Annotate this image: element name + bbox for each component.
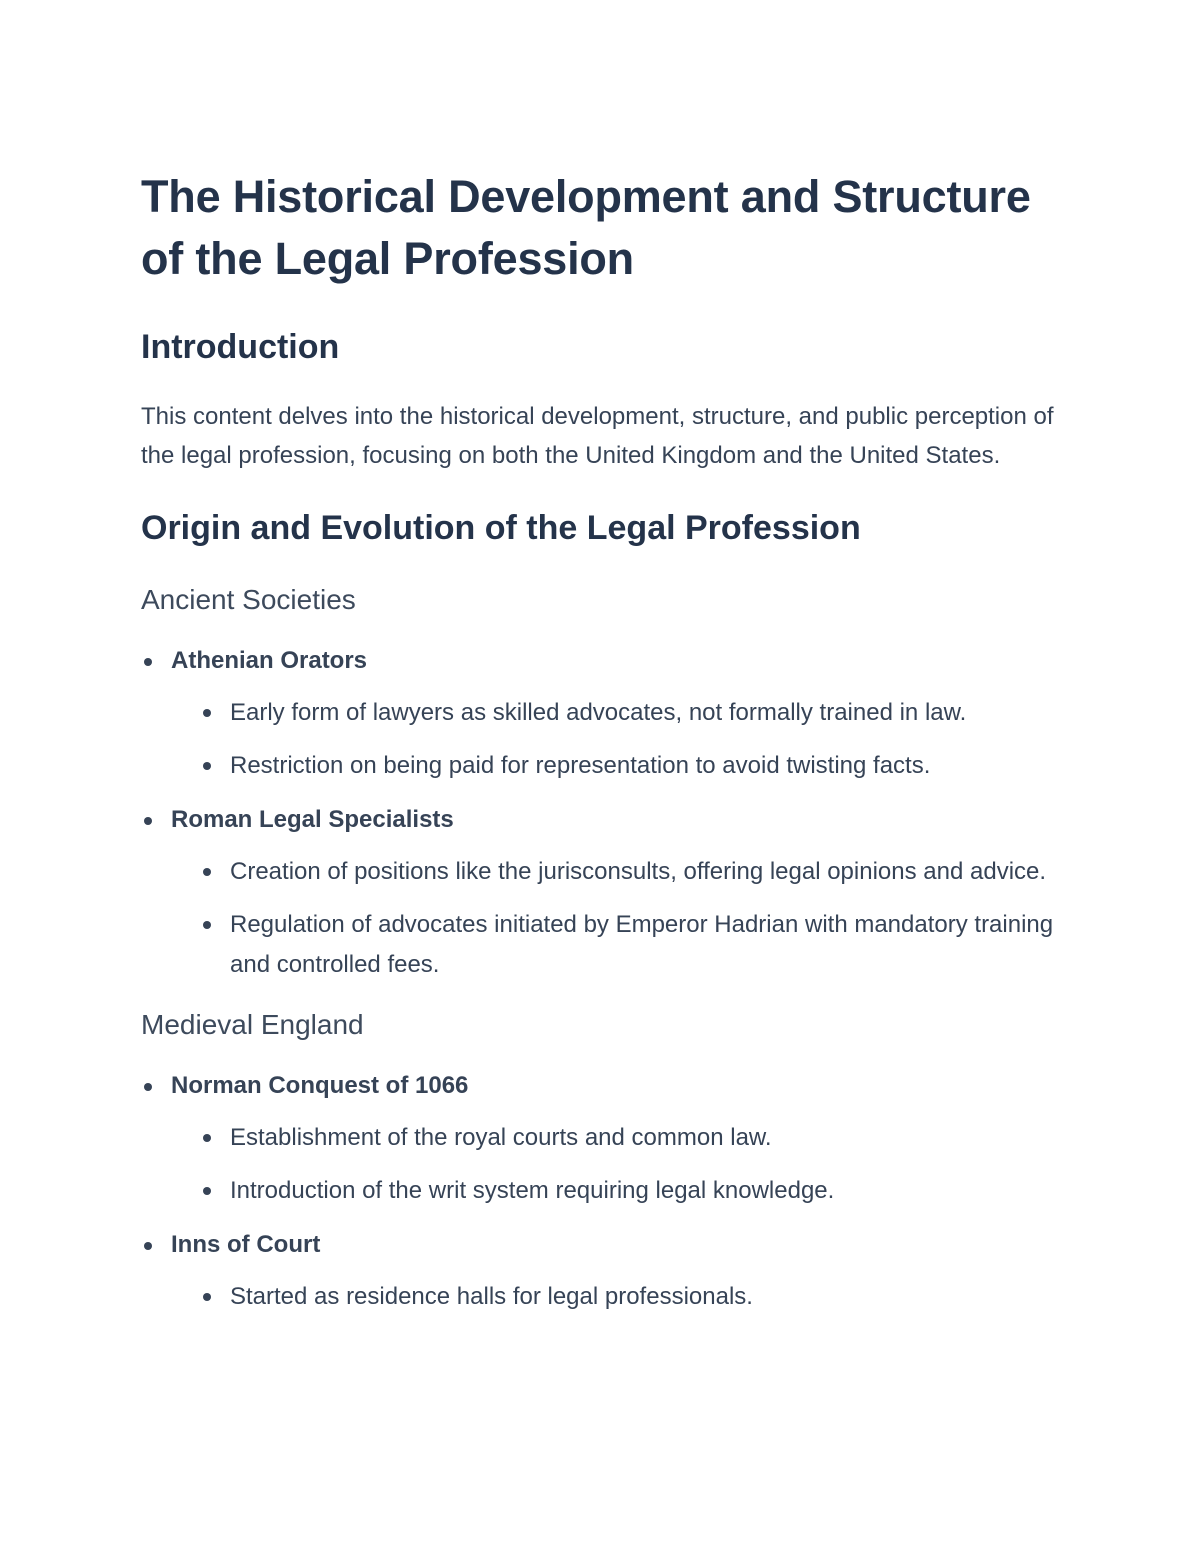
bullet-icon [144,817,152,825]
introduction-paragraph: This content delves into the historical development, structure, and public perception of the legal profession, focusing on both the United Kingdom and the United States. [141,403,1054,469]
sub-list-item-text: Started as residence halls for legal professionals. [230,1283,753,1310]
bullet-icon [203,762,211,770]
list-item [141,802,1071,985]
sub-list [171,1277,1071,1317]
introduction-heading: Introduction [141,328,340,366]
list-item [141,1227,1071,1317]
list-item [141,1068,1071,1211]
sub-list-item-text: Creation of positions like the jurisconsults, offering legal opinions and advice. [230,858,1047,885]
sub-list-item [171,905,1071,985]
bullet-icon [203,709,211,717]
sub-list-item [171,693,1071,733]
medieval-england-list [141,1068,1071,1317]
bullet-icon [203,1134,211,1142]
list-item-label: Roman Legal Specialists [171,806,454,833]
sub-list-item-text: Early form of lawyers as skilled advocates, not formally trained in law. [230,699,967,726]
sub-list-item [171,1171,1071,1211]
bullet-icon [203,921,211,929]
sub-list-item-text: Restriction on being paid for representation to avoid twisting facts. [230,752,931,779]
ancient-societies-list [141,643,1071,985]
sub-list-item-text: Establishment of the royal courts and common law. [230,1124,772,1151]
sub-list-item-text: Regulation of advocates initiated by Emperor Hadrian with mandatory training and controlled fees. [230,911,1054,978]
sub-list-item [171,1118,1071,1158]
medieval-england-heading: Medieval England [141,1009,364,1040]
list-item-label: Athenian Orators [171,647,368,674]
bullet-icon [144,1242,152,1250]
sub-list-item [171,852,1071,892]
document-page [141,166,1071,1317]
sub-list [171,1118,1071,1211]
sub-list-item-text: Introduction of the writ system requiring legal knowledge. [230,1177,835,1204]
bullet-icon [203,868,211,876]
sub-list-item [171,1277,1071,1317]
bullet-icon [203,1293,211,1301]
bullet-icon [144,1083,152,1091]
sub-list [171,852,1071,985]
sub-list-item [171,746,1071,786]
bullet-icon [144,658,152,666]
list-item-label: Inns of Court [171,1231,321,1258]
origin-heading: Origin and Evolution of the Legal Profession [141,509,861,547]
ancient-societies-heading: Ancient Societies [141,584,356,615]
bullet-icon [203,1187,211,1195]
list-item-label: Norman Conquest of 1066 [171,1072,469,1099]
document-title: The Historical Development and Structure of the Legal Profession [141,171,1031,284]
list-item [141,643,1071,786]
sub-list [171,693,1071,786]
